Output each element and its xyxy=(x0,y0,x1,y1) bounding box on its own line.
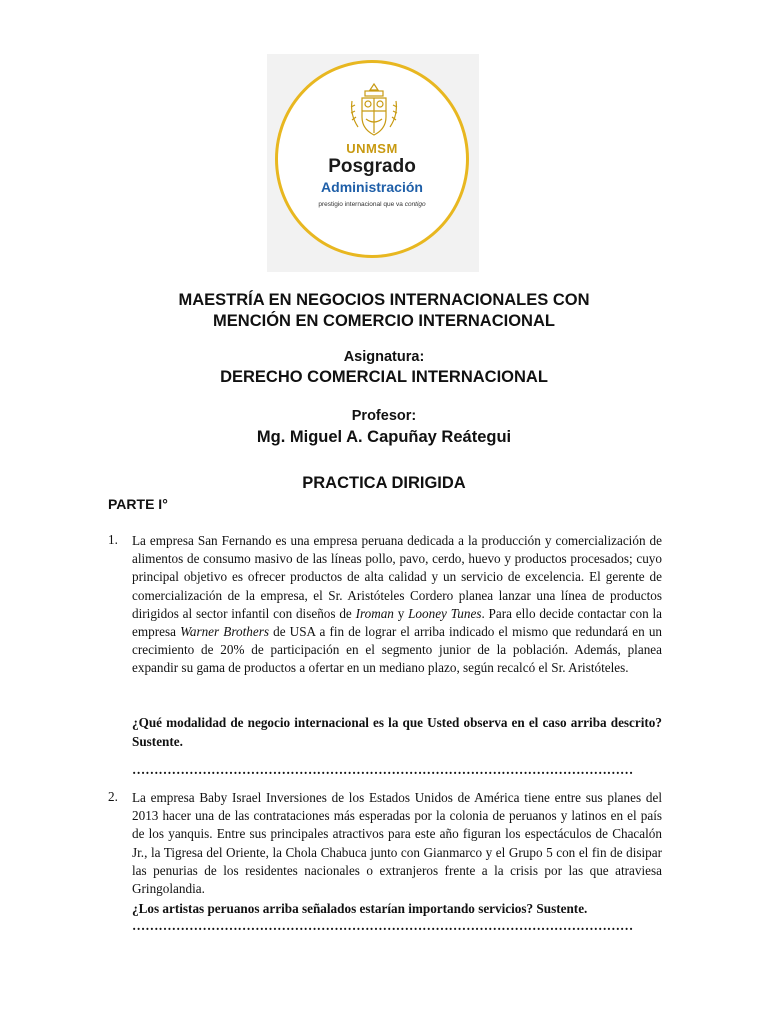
case-text-italic: Iroman xyxy=(355,605,394,621)
item-number: 1. xyxy=(108,532,118,547)
program-title-line1: MAESTRÍA EN NEGOCIOS INTERNACIONALES CON xyxy=(178,291,590,309)
practice-title: PRACTICA DIRIGIDA xyxy=(302,474,466,492)
professor-label: Profesor: xyxy=(351,408,417,424)
case-text-italic: Looney Tunes xyxy=(408,605,482,621)
program-title xyxy=(0,290,768,332)
case-text-italic: Warner Brothers xyxy=(180,624,269,640)
case-paragraph xyxy=(132,532,662,678)
professor-name: Mg. Miguel A. Capuñay Reátegui xyxy=(256,428,512,446)
logo-administracion-text: Administración xyxy=(321,179,423,195)
case-text: y xyxy=(393,605,409,621)
logo-tagline xyxy=(278,201,466,208)
logo-ring xyxy=(275,60,469,258)
logo-unmsm-text: UNMSM xyxy=(346,141,398,156)
answer-line: …………………………………………………………………………………………………… xyxy=(132,918,634,933)
program-title-line2: MENCIÓN EN COMERCIO INTERNACIONAL xyxy=(213,312,555,330)
university-seal-icon xyxy=(348,81,400,139)
subject-label: Asignatura: xyxy=(343,349,425,365)
case-paragraph: La empresa Baby Israel Inversiones de los Estados Unidos de América tiene entre sus planes del 2013 hacer una de las contrataciones más esperadas por la colonia de peruanos y latinos en el país de los yanquis. Entre sus principales atractivos para este año figuran los espectáculos de Chacalón Jr., la Tigresa del Oriente, la Chola Chabuca junto con Gianmarco y el Grupo 5 con el fin de disipar las penurias de los residentes nacionales o extranjeros frente a la crisis por las que atraviesa Gringolandia. xyxy=(132,790,662,897)
case-text: . Para ello decide contactar con la empresa xyxy=(132,605,662,640)
case-text: La empresa San Fernando es una empresa peruana dedicada a la producción y comercialización de alimentos de consumo masivo de las líneas pollo, pavo, cerdo, huevo y productos procesados; cuyo principal objetivo es ofrecer productos de alta calidad y un servicio de excelencia. El gerente de comercialización de la empresa, el Sr. Aristóteles Cordero planea lanzar una línea de productos dirigidos al sector infantil con diseños de xyxy=(132,533,662,621)
answer-line: …………………………………………………………………………………………………… xyxy=(132,762,634,777)
subject-name: DERECHO COMERCIAL INTERNACIONAL xyxy=(220,368,548,386)
section-title: PARTE I° xyxy=(108,496,168,512)
program-logo xyxy=(267,54,479,272)
item-number: 2. xyxy=(108,789,118,804)
logo-tagline-italic: contigo xyxy=(404,201,426,208)
case-question: ¿Qué modalidad de negocio internacional es la que Usted observa en el caso arriba descrito? Sustente. xyxy=(132,715,662,749)
logo-posgrado-text: Posgrado xyxy=(328,156,416,177)
logo-tagline-text: prestigio internacional que va xyxy=(318,201,405,208)
case-text: de USA a fin de lograr el arriba indicado el mismo que redundará en un crecimiento de 20% de participación en el segmento junior de la población. Además, planea expandir su gama de productos a ofertar en un mediano plazo, según recalcó el Sr. Aristóteles. xyxy=(132,624,663,676)
case-question: ¿Los artistas peruanos arriba señalados estarían importando servicios? Sustente. xyxy=(132,901,588,916)
